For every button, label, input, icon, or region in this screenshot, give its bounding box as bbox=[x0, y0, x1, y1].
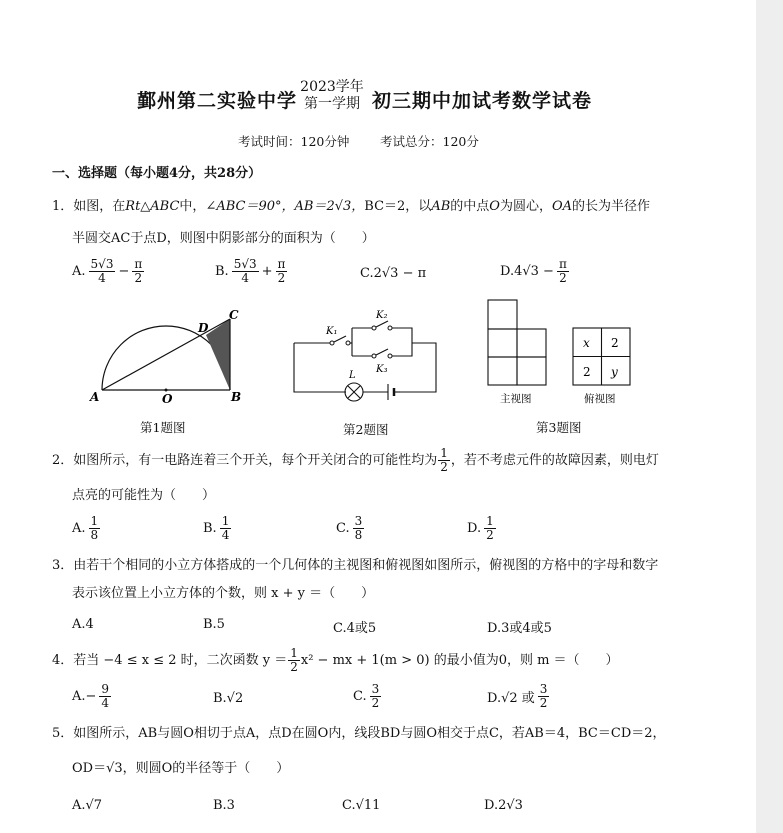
q2-option-b-label: B. bbox=[203, 521, 217, 536]
school-year: 2023学年 bbox=[300, 79, 364, 95]
fig2-wire-right bbox=[400, 343, 436, 392]
q2-line1 bbox=[52, 447, 659, 474]
q5-option-a[interactable]: A.√7 bbox=[72, 798, 103, 813]
q4-frac-den: 2 bbox=[290, 660, 298, 674]
fig2-branch-right bbox=[390, 328, 412, 356]
q2-option-b[interactable] bbox=[203, 515, 232, 542]
q5-option-b[interactable]: B.3 bbox=[213, 798, 235, 813]
q4-option-a[interactable] bbox=[72, 683, 112, 710]
q1-text-i: O bbox=[489, 199, 500, 214]
q1-line1 bbox=[52, 197, 650, 217]
term-block bbox=[298, 79, 366, 113]
q4-option-d-den: 2 bbox=[539, 696, 548, 710]
q1-text-b: Rt△ABC bbox=[125, 199, 180, 214]
q1-text-e: AB＝2√3， bbox=[294, 199, 365, 214]
figure-3-caption: 第3题图 bbox=[536, 420, 582, 435]
q4-text-a: 4．若当 −4 ≤ x ≤ 2 时，二次函数 y ＝ bbox=[52, 652, 288, 668]
q2-text-b: ，若不考虑元件的故障因素，则电灯 bbox=[450, 452, 659, 468]
q2-text-a: 2．如图所示，有一电路连着三个开关，每个开关闭合的可能性均为 bbox=[52, 452, 438, 468]
q2-frac-den: 2 bbox=[440, 460, 448, 474]
q1-option-a-label: A. bbox=[72, 264, 86, 279]
q1-option-b[interactable] bbox=[215, 258, 288, 285]
q2-option-d-label: D. bbox=[467, 521, 482, 536]
q1-option-d-num: π bbox=[558, 257, 567, 271]
fig3-cell-2b: 2 bbox=[583, 365, 591, 379]
q1-option-b-num: 5√3 bbox=[233, 257, 257, 271]
q3-option-d[interactable]: D.3或4或5 bbox=[487, 621, 552, 636]
school-term: 第一学期 bbox=[304, 96, 360, 112]
q1-option-b-num2: π bbox=[277, 257, 286, 271]
q1-option-a-op: − bbox=[118, 264, 130, 279]
fig2-label-k2: K₂ bbox=[376, 310, 388, 321]
fig1-label-o: O bbox=[162, 392, 173, 405]
fig2-label-k1: K₁ bbox=[326, 326, 338, 337]
q5-line1: 5．如图所示，AB与圆O相切于点A，点D在圆O内，线段BD与圆O相交于点C，若AB＝4，BC＝CD＝2， bbox=[52, 726, 666, 741]
school-name: 鄞州第二实验中学 bbox=[137, 90, 298, 112]
q4-option-c-num: 3 bbox=[371, 682, 380, 696]
q2-option-b-den: 4 bbox=[221, 528, 230, 542]
fig3-cell-x: x bbox=[583, 336, 590, 350]
q2-option-d-num: 1 bbox=[486, 514, 494, 528]
q1-option-a-den2: 2 bbox=[134, 271, 143, 285]
q1-text-l: 的长为半径作 bbox=[572, 199, 651, 214]
fig1-label-b: B bbox=[231, 390, 242, 404]
exam-score: 考试总分：120分 bbox=[380, 134, 479, 149]
q1-option-d-label: D.4√3 − bbox=[500, 264, 554, 279]
q1-text-a: 1．如图，在 bbox=[52, 199, 126, 214]
q2-option-d[interactable] bbox=[467, 515, 497, 542]
q1-option-b-label: B. bbox=[215, 264, 229, 279]
q1-text-f: BC＝2，以 bbox=[364, 199, 432, 214]
q2-option-a[interactable] bbox=[72, 515, 101, 542]
q1-option-a-den: 4 bbox=[98, 271, 106, 285]
section-title: 一、选择题（每小题4分，共28分） bbox=[52, 166, 262, 181]
q1-option-b-den: 4 bbox=[241, 271, 249, 285]
q1-text-d: ∠ABC＝90°， bbox=[205, 199, 295, 214]
q4-option-d[interactable] bbox=[487, 683, 550, 710]
fig1-label-c: C bbox=[229, 308, 239, 322]
fig1-label-a: A bbox=[90, 390, 100, 404]
fig3-front-cell-top bbox=[488, 300, 517, 329]
q1-line2: 半圆交AC于点D，则图中阴影部分的面积为（ ） bbox=[72, 231, 375, 246]
fig3-front-label: 主视图 bbox=[500, 393, 532, 405]
q1-option-a-num2: π bbox=[134, 257, 143, 271]
fig3-cell-2a: 2 bbox=[611, 336, 619, 350]
q4-option-a-num: 9 bbox=[101, 682, 110, 696]
q1-option-b-den2: 2 bbox=[277, 271, 286, 285]
q1-text-j: 为圆心， bbox=[499, 199, 552, 214]
q1-text-g: AB bbox=[431, 199, 451, 214]
q2-option-a-num: 1 bbox=[90, 514, 99, 528]
q1-text-h: 的中点 bbox=[450, 199, 490, 214]
q3-line2: 表示该位置上小立方体的个数，则 x + y ＝（ ） bbox=[72, 586, 375, 601]
q2-option-a-den: 8 bbox=[90, 528, 99, 542]
fig3-top-label: 俯视图 bbox=[584, 393, 616, 405]
q3-option-a[interactable]: A.4 bbox=[72, 617, 94, 632]
q3-option-c[interactable]: C.4或5 bbox=[333, 621, 377, 636]
q1-option-a-num: 5√3 bbox=[90, 257, 114, 271]
q1-option-b-op: + bbox=[261, 264, 273, 279]
exam-time: 考试时间：120分钟 bbox=[238, 134, 350, 149]
q2-frac-num: 1 bbox=[440, 446, 448, 460]
q4-line1 bbox=[52, 647, 619, 674]
q1-text-k: OA bbox=[551, 199, 573, 214]
q2-option-d-den: 2 bbox=[486, 528, 494, 542]
figure-2-caption: 第2题图 bbox=[343, 422, 389, 437]
figure-1-caption: 第1题图 bbox=[140, 420, 186, 435]
exam-title: 初三期中加试考数学试卷 bbox=[372, 90, 593, 112]
fig3-cell-y: y bbox=[611, 365, 618, 379]
q4-option-c[interactable] bbox=[353, 683, 382, 710]
q3-line1: 3．由若干个相同的小立方体搭成的一个几何体的主视图和俯视图如图所示，俯视图的方格中的字母和数字 bbox=[52, 558, 659, 573]
q1-option-c[interactable]: C.2√3 − π bbox=[360, 266, 427, 281]
q4-option-a-den: 4 bbox=[101, 696, 110, 710]
q5-line2: OD＝√3，则圆O的半径等于（ ） bbox=[72, 761, 290, 776]
figure-1-semicircle bbox=[88, 305, 248, 405]
q5-option-d[interactable]: D.2√3 bbox=[484, 798, 523, 813]
q2-option-a-label: A. bbox=[72, 521, 86, 536]
q2-option-c-num: 3 bbox=[354, 514, 363, 528]
q4-option-c-label: C. bbox=[353, 689, 367, 704]
fig1-label-d: D bbox=[198, 321, 209, 335]
q1-option-d-den: 2 bbox=[559, 271, 567, 285]
q4-frac-num: 1 bbox=[290, 646, 298, 660]
figure-3-views bbox=[484, 296, 634, 408]
figure-2-circuit bbox=[288, 308, 443, 408]
q2-option-c-label: C. bbox=[336, 521, 350, 536]
q4-option-d-label: D.√2 或 bbox=[487, 691, 535, 706]
q2-line2: 点亮的可能性为（ ） bbox=[72, 488, 216, 503]
fig2-wire-left bbox=[294, 343, 346, 392]
q2-option-c-den: 8 bbox=[354, 528, 363, 542]
q4-option-c-den: 2 bbox=[371, 696, 380, 710]
q1-option-a[interactable] bbox=[72, 258, 145, 285]
fig1-line-ac bbox=[102, 319, 230, 390]
q4-option-a-label: A.− bbox=[72, 689, 97, 704]
q4-option-b[interactable]: B.√2 bbox=[213, 691, 244, 706]
q1-option-d[interactable] bbox=[500, 258, 570, 285]
fig2-label-k3: K₃ bbox=[376, 364, 388, 375]
q5-option-c[interactable]: C.√11 bbox=[342, 798, 381, 813]
q3-option-b[interactable]: B.5 bbox=[203, 617, 225, 632]
q4-option-d-num: 3 bbox=[539, 682, 548, 696]
q2-option-b-num: 1 bbox=[221, 514, 230, 528]
fig2-label-l: L bbox=[349, 370, 356, 381]
q2-option-c[interactable] bbox=[336, 515, 365, 542]
q1-text-c: 中， bbox=[179, 199, 206, 214]
viewer-scrollbar[interactable] bbox=[756, 0, 783, 833]
q4-text-b: x² − mx + 1(m > 0) 的最小值为0，则 m ＝（ ） bbox=[300, 652, 619, 668]
